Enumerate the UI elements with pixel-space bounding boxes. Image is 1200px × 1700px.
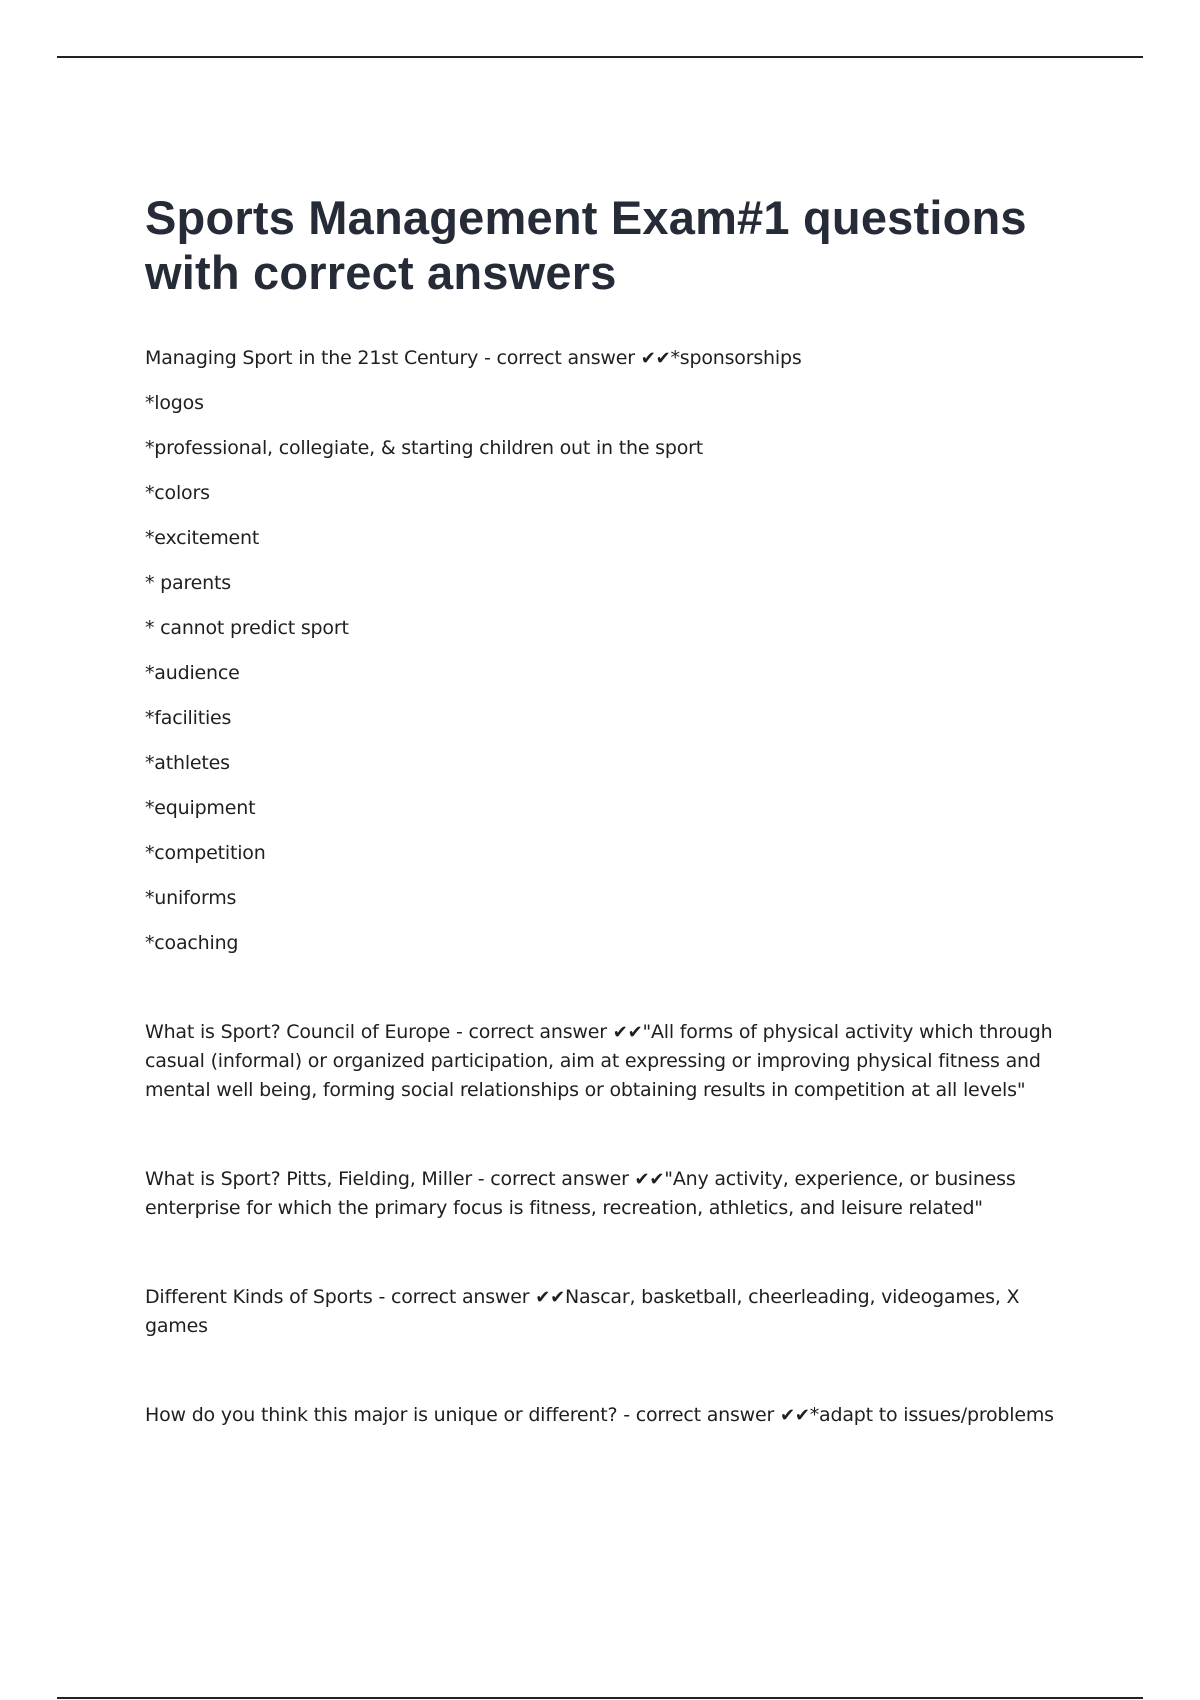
qa-item-kinds-of-sports [145,1283,1080,1341]
check-icon: ✔✔ [634,1169,665,1190]
qa-item-managing-sport [145,344,1080,958]
question-text: What is Sport? Pitts, Fielding, Miller [145,1168,472,1190]
qa-line [145,1018,1080,1105]
document-title: Sports Management Exam#1 questions with correct answers [145,191,1027,299]
qa-line [145,1283,1080,1341]
question-text: How do you think this major is unique or different? [145,1404,618,1426]
list-item: *athletes [145,752,230,774]
answer-separator: - correct answer [478,347,641,369]
qa-line [145,1165,1080,1223]
question-text: Managing Sport in the 21st Century [145,347,479,369]
footer-rule [57,1697,1143,1699]
list-item: *uniforms [145,887,237,909]
list-item: *colors [145,482,210,504]
list-item: *coaching [145,932,239,954]
qa-item-pitts-fielding-miller [145,1165,1080,1223]
list-item: *excitement [145,527,260,549]
qa-item-council-of-europe [145,1018,1080,1105]
document-body [145,190,1080,1430]
answer-text: "Any activity, experience, or business enterprise for which the primary focus is fitness, recreation, athletics, and leisure related" [145,1168,1016,1219]
list-item: *audience [145,662,240,684]
answer-text: Nascar, basketball, cheerleading, videogames, X games [145,1286,1020,1337]
list-item: * parents [145,572,231,594]
answer-separator: - correct answer [617,1404,780,1426]
check-icon: ✔✔ [779,1405,810,1426]
question-text: Different Kinds of Sports [145,1286,373,1308]
list-item: *equipment [145,797,256,819]
list-item: *facilities [145,707,232,729]
question-text: What is Sport? Council of Europe [145,1021,451,1043]
list-item: * cannot predict sport [145,617,349,639]
answer-text: *sponsorships [670,347,802,369]
answer-separator: - correct answer [450,1021,613,1043]
qa-item-major-unique [145,1401,1080,1430]
check-icon: ✔✔ [612,1022,643,1043]
check-icon: ✔✔ [640,348,671,369]
answer-text: "All forms of physical activity which through casual (informal) or organized participation, aim at expressing or improving physical fitness and mental well being, forming social relationships or obtaining results in competition at all levels" [145,1021,1053,1101]
list-item: *professional, collegiate, & starting children out in the sport [145,437,704,459]
check-icon: ✔✔ [535,1287,565,1308]
qa-line [145,1401,1080,1430]
answer-separator: - correct answer [471,1168,635,1190]
answer-separator: - correct answer [372,1286,536,1308]
qa-line [145,344,1080,373]
header-rule [57,56,1143,58]
list-item: *competition [145,842,266,864]
answer-bullet-list [145,389,1080,958]
answer-text: *adapt to issues/problems [809,1404,1054,1426]
list-item: *logos [145,392,204,414]
